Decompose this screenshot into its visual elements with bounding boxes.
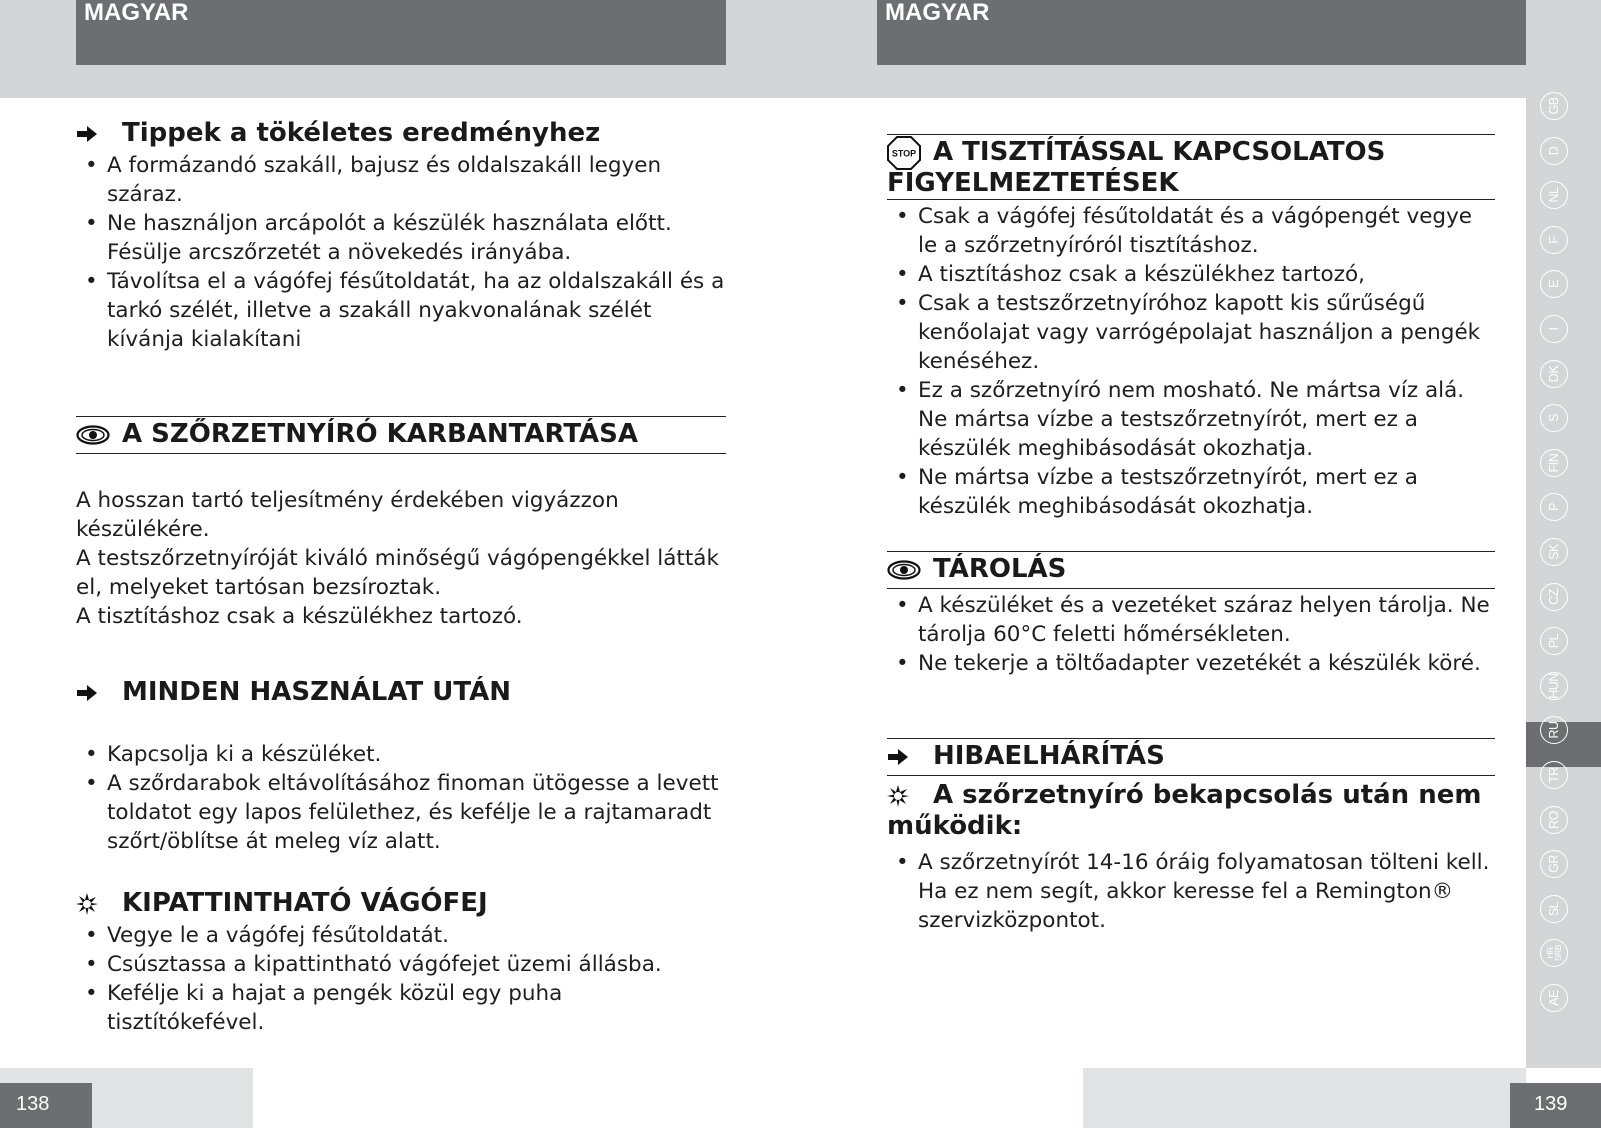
troubleshooting-list [887, 848, 1495, 935]
list-item: • Csúsztassa a kipattintható vágófejet üzemi állásba. [76, 950, 726, 979]
tips-list [76, 151, 726, 354]
list-item: • A tisztításhoz csak a készülékhez tartozó, [887, 260, 1495, 289]
list-item: • A formázandó szakáll, bajusz és oldalszakáll legyen száraz. [76, 151, 726, 209]
list-item: • Kefélje ki a hajat a pengék közül egy puha tisztítókefével. [76, 979, 726, 1037]
eye-icon [887, 554, 933, 585]
troubleshooting-subtitle-line1: A szőrzetnyíró bekapcsolás után nem [933, 780, 1482, 810]
left-column [76, 118, 726, 1037]
header-right-label: MAGYAR [885, 0, 990, 26]
detachable-title: KIPATTINTHATÓ VÁGÓFEJ [122, 888, 488, 918]
language-hun: HUN [1540, 672, 1568, 700]
after-use-title: MINDEN HASZNÁLAT UTÁN [122, 677, 511, 707]
language-tr: TR [1540, 761, 1568, 789]
list-item: • Távolítsa el a vágófej fésűtoldatát, ha az oldalszakáll és a tarkó szélét, illetve a szakáll nyakvonalának szélét kívánja kialakítani [76, 267, 726, 354]
language-gb: GB [1540, 92, 1568, 120]
language-fin: FIN [1540, 449, 1568, 477]
storage-list [887, 591, 1495, 678]
detachable-heading [76, 888, 726, 919]
language-cz: CZ [1540, 583, 1568, 611]
right-column [887, 134, 1495, 935]
paragraph: A testszőrzetnyíróját kiváló minőségű vágópengékkel látták el, melyeket tartósan bezsíroztak. [76, 546, 719, 600]
language-f: F [1540, 226, 1568, 254]
eye-icon [76, 419, 122, 450]
stop-icon-label: STOP [891, 148, 917, 158]
detachable-list [76, 921, 726, 1037]
maintenance-heading [76, 416, 726, 454]
header-left-label: MAGYAR [84, 0, 189, 26]
language-sk: SK [1540, 538, 1568, 566]
cleaning-title-line2: FIGYELMEZTETÉSEK [887, 168, 1179, 198]
language-ro: RO [1540, 806, 1568, 834]
arrow-right-icon [76, 118, 122, 149]
arrow-right-icon [887, 741, 933, 772]
header-left [76, 0, 726, 65]
list-item: • Csak a vágófej fésűtoldatát és a vágópengét vegye le a szőrzetnyíróról tisztításhoz. [887, 202, 1495, 260]
paragraph: A tisztításhoz csak a készülékhez tartozó. [76, 604, 523, 629]
troubleshooting-subtitle-line1-row [887, 780, 1495, 811]
language-sl: SL [1540, 895, 1568, 923]
language-hr-srb: HR SRB [1540, 939, 1568, 967]
footer-band-right [1083, 1068, 1526, 1128]
language-ae: AE [1540, 984, 1568, 1012]
list-item: • A készüléket és a vezetéket száraz helyen tárolja. Ne tárolja 60°C feletti hőmérsékleten. [887, 591, 1495, 649]
list-item: • A szőrzetnyírót 14-16 óráig folyamatosan tölteni kell. Ha ez nem segít, akkor keresse fel a Remington® szervizközpontot. [887, 848, 1495, 935]
after-use-heading [76, 677, 726, 708]
language-i: I [1540, 315, 1568, 343]
language-gr: GR [1540, 850, 1568, 878]
list-item: • Ne használjon arcápolót a készülék használata előtt. Fésülje arcszőrzetét a növekedés irányába. [76, 209, 726, 267]
header-right [877, 0, 1526, 65]
cleaning-heading [887, 134, 1495, 200]
after-use-list [76, 740, 726, 856]
cleaning-list [887, 202, 1495, 521]
paragraph: A hosszan tartó teljesítmény érdekében vigyázzon készülékére. [76, 488, 619, 542]
sparkle-icon [887, 780, 933, 811]
list-item: • Vegye le a vágófej fésűtoldatát. [76, 921, 726, 950]
maintenance-title: A SZŐRZETNYÍRÓ KARBANTARTÁSA [122, 419, 639, 449]
language-pl: PL [1540, 627, 1568, 655]
cleaning-heading-line1 [887, 137, 1495, 168]
language-p: P [1540, 493, 1568, 521]
cleaning-title-line1: A TISZTÍTÁSSAL KAPCSOLATOS [933, 137, 1386, 167]
arrow-right-icon [76, 677, 122, 708]
maintenance-body [76, 486, 726, 631]
list-item: • Ez a szőrzetnyíró nem mosható. Ne mártsa víz alá. Ne mártsa vízbe a testszőrzetnyírót, mert ez a készülék meghibásodását okozhatja. [887, 376, 1495, 463]
list-item: • A szőrdarabok eltávolításához finoman ütögesse a levett toldatot egy lapos felülethez, és kefélje le a rajtamaradt szőrt/öblítse át meleg víz alatt. [76, 769, 726, 856]
troubleshooting-title: HIBAELHÁRÍTÁS [933, 741, 1165, 771]
troubleshooting-subheading [887, 780, 1495, 842]
list-item: • Csak a testszőrzetnyíróhoz kapott kis sűrűségű kenőolajat vagy varrógépolajat használjon a pengék kenéséhez. [887, 289, 1495, 376]
tips-title: Tippek a tökéletes eredményhez [122, 118, 601, 148]
list-item: • Ne tekerje a töltőadapter vezetékét a készülék köré. [887, 649, 1495, 678]
troubleshooting-heading [887, 738, 1495, 776]
list-item: • Ne mártsa vízbe a testszőrzetnyírót, mert ez a készülék meghibásodását okozhatja. [887, 463, 1495, 521]
stop-icon [887, 137, 933, 168]
storage-title: TÁROLÁS [933, 554, 1067, 584]
language-s: S [1540, 404, 1568, 432]
language-nl: NL [1540, 181, 1568, 209]
sparkle-icon [76, 888, 122, 919]
tips-heading [76, 118, 726, 149]
page-number-left: 138 [0, 1083, 92, 1128]
language-ru: RU [1540, 716, 1568, 744]
storage-heading [887, 551, 1495, 589]
troubleshooting-subtitle-line2: működik: [887, 811, 1023, 841]
language-dk: DK [1540, 360, 1568, 388]
list-item: • Kapcsolja ki a készüléket. [76, 740, 726, 769]
language-e: E [1540, 270, 1568, 298]
language-d: D [1540, 137, 1568, 165]
page-number-right: 139 [1510, 1083, 1601, 1128]
